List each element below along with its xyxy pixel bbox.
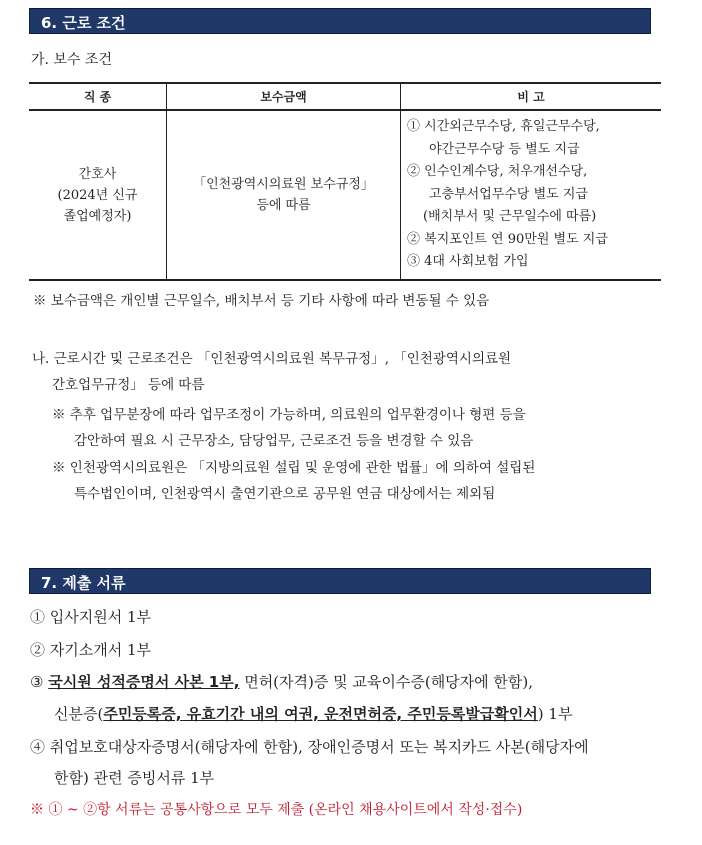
section-6-header (29, 8, 651, 34)
sub-heading-a: 가. 보수 조건 (31, 52, 112, 68)
note2-line2: 특수법인이며, 인천광역시 출연기관으로 공무원 연금 대상에서는 제외됨 (74, 486, 496, 502)
note1-line2: 감안하여 필요 시 근무장소, 담당업무, 근로조건 등을 변경할 수 있음 (74, 433, 474, 449)
note2-line1: ※ 인천광역시의료원은 「지방의료원 설립 및 운영에 관한 법률」에 의하여 설립된 (52, 460, 536, 476)
item-3-highlight: 국시원 성적증명서 사본 1부, (48, 673, 240, 691)
section-6-title: 6. 근로 조건 (41, 14, 126, 32)
cell-remarks (401, 110, 662, 280)
doc-item-4-line2: 한함) 관련 증빙서류 1부 (54, 769, 215, 787)
item-3-text: 면허(자격)증 및 교육이수증(해당자에 한함), (239, 673, 534, 691)
item-3-line2-highlight: 주민등록증, 유효기간 내의 여권, 운전면허증, 주민등록발급확인서 (103, 705, 538, 723)
pay-line: 「인천광역시의료원 보수규정」 (193, 177, 374, 192)
doc-item-3-line2 (54, 703, 572, 724)
job-line: (2024년 신규 (57, 187, 138, 203)
pay-line: 등에 따름 (256, 198, 311, 213)
section-7-title: 7. 제출 서류 (41, 574, 126, 592)
doc-item-3-line1 (30, 671, 533, 692)
remark-line: ③ 4대 사회보험 가입 (407, 254, 529, 270)
table-note: ※ 보수금액은 개인별 근무일수, 배치부서 등 기타 사항에 따라 변동될 수 있음 (33, 293, 490, 309)
header-job: 직 종 (29, 83, 167, 110)
note1-line1: ※ 추후 업무분장에 따라 업무조정이 가능하며, 의료원의 업무환경이나 형편 등을 (52, 407, 526, 423)
remark-line: ② 복지포인트 연 90만원 별도 지급 (407, 231, 608, 247)
job-line: 간호사 (78, 166, 117, 182)
remark-line: (배치부서 및 근무일수에 따름) (423, 209, 597, 225)
pay-table-row (29, 110, 661, 280)
sub-heading-b-line2: 간호업무규정」 등에 따름 (52, 377, 205, 393)
cell-pay (167, 110, 401, 280)
doc-item-1: ① 입사지원서 1부 (30, 608, 152, 626)
sub-heading-b-line1: 나. 근로시간 및 근로조건은 「인천광역시의료원 복무규정」, 「인천광역시의료원 (32, 351, 512, 367)
doc-item-4-line1: ④ 취업보호대상자증명서(해당자에 한함), 장애인증명서 또는 복지카드 사본(해당자에 (30, 738, 589, 756)
item-3-line2-pre: 신분증( (54, 705, 104, 723)
job-line: 졸업예정자) (63, 208, 132, 224)
section-7-header (29, 568, 651, 594)
cell-job (29, 110, 167, 280)
header-remarks: 비 고 (401, 83, 662, 110)
remark-line: ② 인수인계수당, 처우개선수당, (407, 164, 588, 180)
item-3-line2-post: ) 1부 (537, 705, 573, 723)
submission-note: ※ ① ~ ②항 서류는 공통사항으로 모두 제출 (온라인 채용사이트에서 작성·접수) (30, 802, 523, 818)
pay-table-header-row (29, 83, 661, 110)
header-pay: 보수금액 (167, 83, 401, 110)
remark-line: ① 시간외근무수당, 휴일근무수당, (407, 119, 600, 135)
remark-line: 야간근무수당 등 별도 지급 (429, 141, 580, 157)
pay-table (29, 82, 661, 281)
item-3-number: ③ (30, 673, 44, 691)
remark-line: 고충부서업무수당 별도 지급 (429, 186, 588, 202)
doc-item-2: ② 자기소개서 1부 (30, 641, 152, 659)
